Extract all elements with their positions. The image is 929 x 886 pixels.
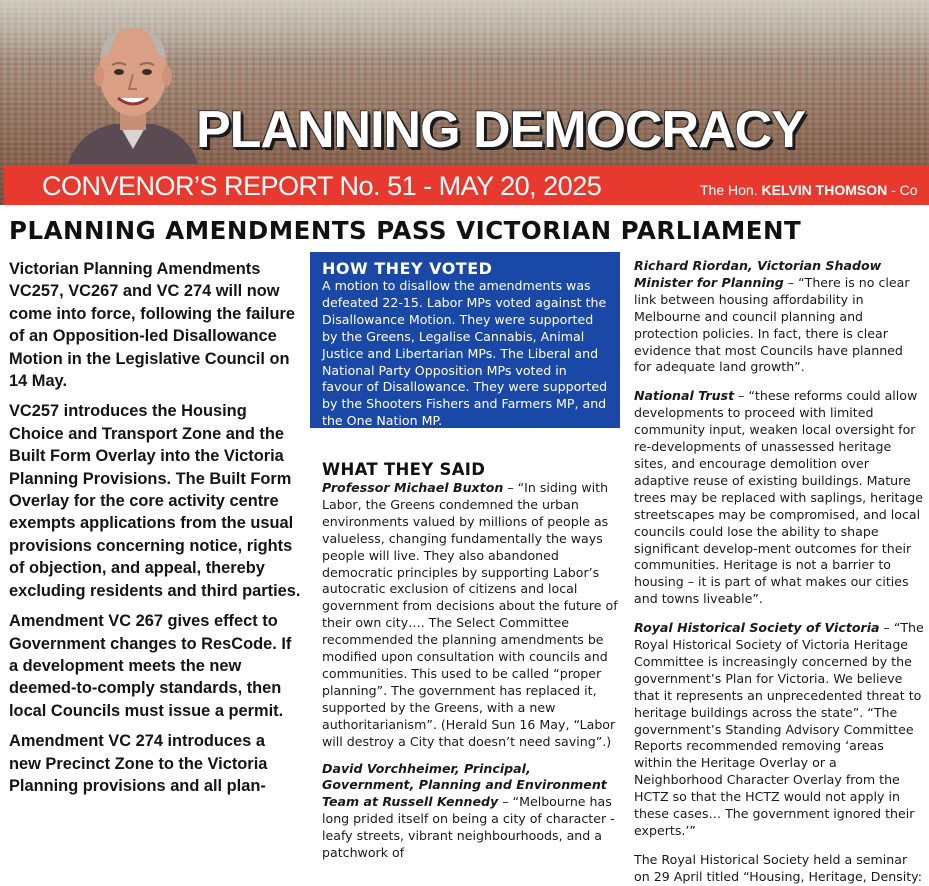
intro-paragraph: Amendment VC 267 gives effect to Government changes to ResCode. If a development meets the new deemed-to-comply standards, then local Councils must issue a permit. — [9, 612, 292, 720]
how-they-voted-heading: HOW THEY VOTED — [322, 259, 493, 278]
report-number: CONVENOR’S REPORT No. 51 - MAY 20, 2025 — [42, 171, 602, 201]
intro-paragraph: VC257 introduces the Housing Choice and Transport Zone and the Built Form Overlay into the Victoria Planning Provisions. The Built Form Overlay for the core activity centre exempts applications from the usual provisions concerning notice, rights of objection, and appeal, thereby excluding residents and third parties. — [9, 402, 301, 600]
quote-speaker: Professor Michael Buxton — [322, 480, 504, 495]
quote-speaker: National Trust — [634, 388, 735, 404]
byline-prefix: The Hon. — [700, 182, 762, 198]
how-they-voted-box — [310, 252, 620, 428]
quote-text: – “these reforms could allow developments to proceed with limited community input, weaken local oversight for re-developments of unassessed heritage sites, and encourage demolition over adaptive reuse of existing buildings. Mature trees may be replaced with saplings, heritage streetscapes may be compromised, and local councils could lose the ability to shape significant develop-ment outcomes for their communities. Heritage is not a barrier to housing – it is part of what makes our cities and towns liveable”. — [634, 388, 923, 607]
byline-name: KELVIN THOMSON — [761, 182, 888, 198]
intro-paragraph: Amendment VC 274 introduces a new Precinct Zone to the Victoria Planning provisions and all plan- — [9, 732, 268, 795]
quote-text: – “Melbourne has long prided itself on being a city of character - leafy streets, vibrant neighbourhoods, and a patchwork of — [322, 794, 615, 861]
article-headline: PLANNING AMENDMENTS PASS VICTORIAN PARLIAMENT — [9, 216, 802, 245]
intro-column — [9, 258, 301, 859]
intro-paragraph: Victorian Planning Amendments VC257, VC267 and VC 274 will now come into force, following the failure of an Opposition-led Disallowance Motion in the Legislative Council on 14 May. — [9, 260, 295, 391]
how-they-voted-text: A motion to disallow the amendments was defeated 22-15. Labor MPs voted against the Disallowance Motion. They were supported by the Greens, Legalise Cannabis, Animal Justice and Libertarian MPs. The Liberal and National Party Opposition MPs voted in favour of Disallowance. They were supported by the Shooters Fishers and Farmers MP, and the One Nation MP. — [322, 278, 608, 429]
quote-item — [634, 388, 924, 608]
right-column — [634, 258, 924, 884]
quote-item — [322, 761, 620, 862]
quote-item — [634, 258, 924, 376]
quote-text: – “There is no clear link between housing affordability in Melbourne and council planning and protection policies. In fact, there is clear evidence that most Councils have planned for adequate land growth”. — [634, 274, 910, 375]
quote-item — [322, 480, 620, 751]
quote-speaker: Richard Riordan, Victorian Shadow Minister for Planning — [634, 258, 882, 290]
quote-item — [634, 620, 924, 840]
byline — [700, 181, 918, 199]
quote-speaker: Royal Historical Society of Victoria — [634, 620, 880, 636]
quote-text: – “In siding with Labor, the Greens condemned the urban environments valued by millions of people as valueless, changing fundamentally the ways people will live. They also abandoned democratic principles by supporting Labor’s autocratic exclusion of citizens and local government from decisions about the future of their own city…. The Select Committee recommended the planning amendments be modified upon consultation with councils and communities. This used to be called “proper planning”. The government has replaced it, supported by the Greens, with a new authoritarianism”. (Herald Sun 16 May, “Labor will destroy a City that doesn’t need saving”.) — [322, 480, 618, 749]
byline-suffix: - Co — [887, 182, 918, 198]
closing-paragraph: The Royal Historical Society held a seminar on 29 April titled “Housing, Heritage, Density: — [634, 851, 922, 884]
masthead-title: PLANNING DEMOCRACY — [196, 101, 805, 159]
what-they-said-heading: WHAT THEY SAID — [322, 460, 486, 479]
quote-text: – “The Royal Historical Society of Victoria Heritage Committee is increasingly concerned by the government’s Plan for Victoria. We believe that it represents an unprecedented threat to heritage buildings across the state”. “The government’s Standing Advisory Committee Reports recommended removing ‘areas within the Heritage Overlay or a Neighborhood Character Overlay from the HCTZ so that the HCTZ would not apply in these cases… The government ignored their experts.’” — [634, 620, 924, 838]
middle-column — [310, 252, 620, 859]
masthead-banner — [0, 0, 929, 205]
convenor-portrait — [58, 14, 208, 164]
quote-speaker: David Vorchheimer, Principal, Government, Planning and Environment Team at Russell Kennedy — [322, 760, 607, 810]
